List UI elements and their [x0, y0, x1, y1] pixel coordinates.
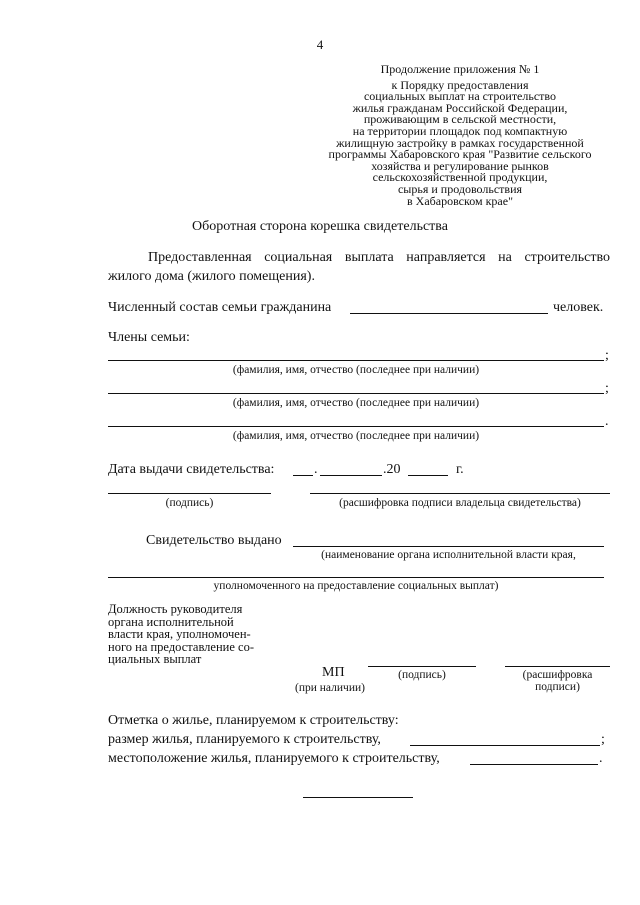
issue-date-suffix: г. — [456, 462, 464, 477]
appendix-line: жилищную застройку в рамках государственной — [336, 135, 584, 150]
owner-signature-caption: (подпись) — [165, 497, 214, 509]
owner-signature-field[interactable] — [108, 493, 271, 494]
housing-location-label: местоположение жилья, планируемого к строительству, — [108, 751, 440, 766]
head-position-line: органа исполнительной — [108, 614, 234, 629]
family-count-field[interactable] — [350, 313, 548, 314]
head-position-label — [108, 603, 288, 666]
issued-by-label: Свидетельство выдано — [146, 533, 282, 548]
housing-size-end: ; — [601, 732, 605, 747]
end-mark: . — [605, 414, 609, 429]
family-count-row — [108, 300, 331, 316]
stamp-mark: МП — [322, 665, 345, 680]
document-title: Оборотная сторона корешка свидетельства — [192, 219, 448, 234]
family-member-caption: (фамилия, имя, отчество (последнее при наличии) — [232, 430, 480, 442]
head-position-line: власти края, уполномочен- — [108, 627, 251, 641]
head-signature-decode-caption-2: подписи) — [535, 681, 580, 693]
housing-size-label: размер жилья, планируемого к строительству, — [108, 732, 381, 747]
housing-heading: Отметка о жилье, планируемом к строительству: — [108, 713, 399, 728]
family-count-label: Численный состав семьи гражданина — [108, 300, 332, 315]
appendix-line: социальных выплат на строительство — [363, 89, 557, 104]
appendix-line: на территории площадок под компактную — [352, 123, 568, 138]
end-mark: ; — [605, 381, 609, 396]
appendix-line: Продолжение приложения № 1 — [380, 62, 540, 76]
housing-location-field[interactable] — [470, 764, 598, 765]
end-mark: ; — [605, 348, 609, 363]
appendix-line: программы Хабаровского края "Развитие сельского — [328, 147, 592, 162]
family-members-label: Члены семьи: — [108, 330, 190, 345]
owner-signature-decode-field[interactable] — [310, 493, 610, 494]
head-signature-field[interactable] — [368, 666, 476, 667]
head-signature-decode-caption-1: (расшифровка — [522, 669, 593, 681]
family-member-caption: (фамилия, имя, отчество (последнее при наличии) — [232, 397, 480, 409]
issue-date-year-prefix: .20 — [383, 462, 401, 477]
owner-signature-decode-caption: (расшифровка подписи владельца свидетельства) — [339, 497, 581, 509]
page-number: 4 — [316, 37, 324, 52]
head-signature-caption: (подпись) — [398, 669, 446, 681]
intro-paragraph — [108, 248, 610, 286]
issue-date-month-field[interactable] — [320, 475, 382, 476]
family-member-field-1[interactable] — [108, 360, 604, 361]
issue-date-year-field[interactable] — [408, 475, 448, 476]
issue-date-day-field[interactable] — [293, 475, 313, 476]
appendix-line: сырья и продовольствия — [397, 181, 523, 196]
issue-date-dot: . — [314, 462, 318, 477]
appendix-header — [300, 64, 620, 207]
head-position-line: Должность руководителя — [108, 602, 243, 616]
closing-separator — [303, 797, 413, 798]
issued-by-field-2[interactable] — [108, 577, 604, 578]
appendix-line: к Порядку предоставления — [391, 77, 529, 92]
head-position-line: циальных выплат — [108, 652, 202, 666]
issue-date-label: Дата выдачи свидетельства: — [108, 462, 275, 477]
housing-size-field[interactable] — [410, 745, 600, 746]
family-member-caption: (фамилия, имя, отчество (последнее при наличии) — [232, 364, 480, 376]
stamp-note: (при наличии) — [295, 682, 365, 694]
family-member-field-2[interactable] — [108, 393, 604, 394]
appendix-line: в Хабаровском крае" — [407, 193, 513, 208]
housing-location-end: . — [599, 751, 603, 766]
appendix-line: сельскохозяйственной продукции, — [372, 170, 548, 185]
appendix-line: проживающим в сельской местности, — [363, 112, 557, 127]
head-signature-decode-field[interactable] — [505, 666, 610, 667]
intro-text: Предоставленная социальная выплата направляется на строительство жилого дома (жилого помещения). — [108, 250, 610, 284]
issued-by-field[interactable] — [293, 546, 604, 547]
issued-by-caption-1: (наименование органа исполнительной власти края, — [321, 549, 576, 561]
head-position-line: ного на предоставление со- — [108, 639, 254, 654]
family-count-suffix: человек. — [553, 300, 604, 315]
appendix-line: хозяйства и регулирование рынков — [371, 158, 549, 173]
issued-by-caption-2: уполномоченного на предоставление социальных выплат) — [213, 580, 499, 592]
appendix-line: жилья гражданам Российской Федерации, — [352, 100, 568, 115]
family-member-field-3[interactable] — [108, 426, 604, 427]
